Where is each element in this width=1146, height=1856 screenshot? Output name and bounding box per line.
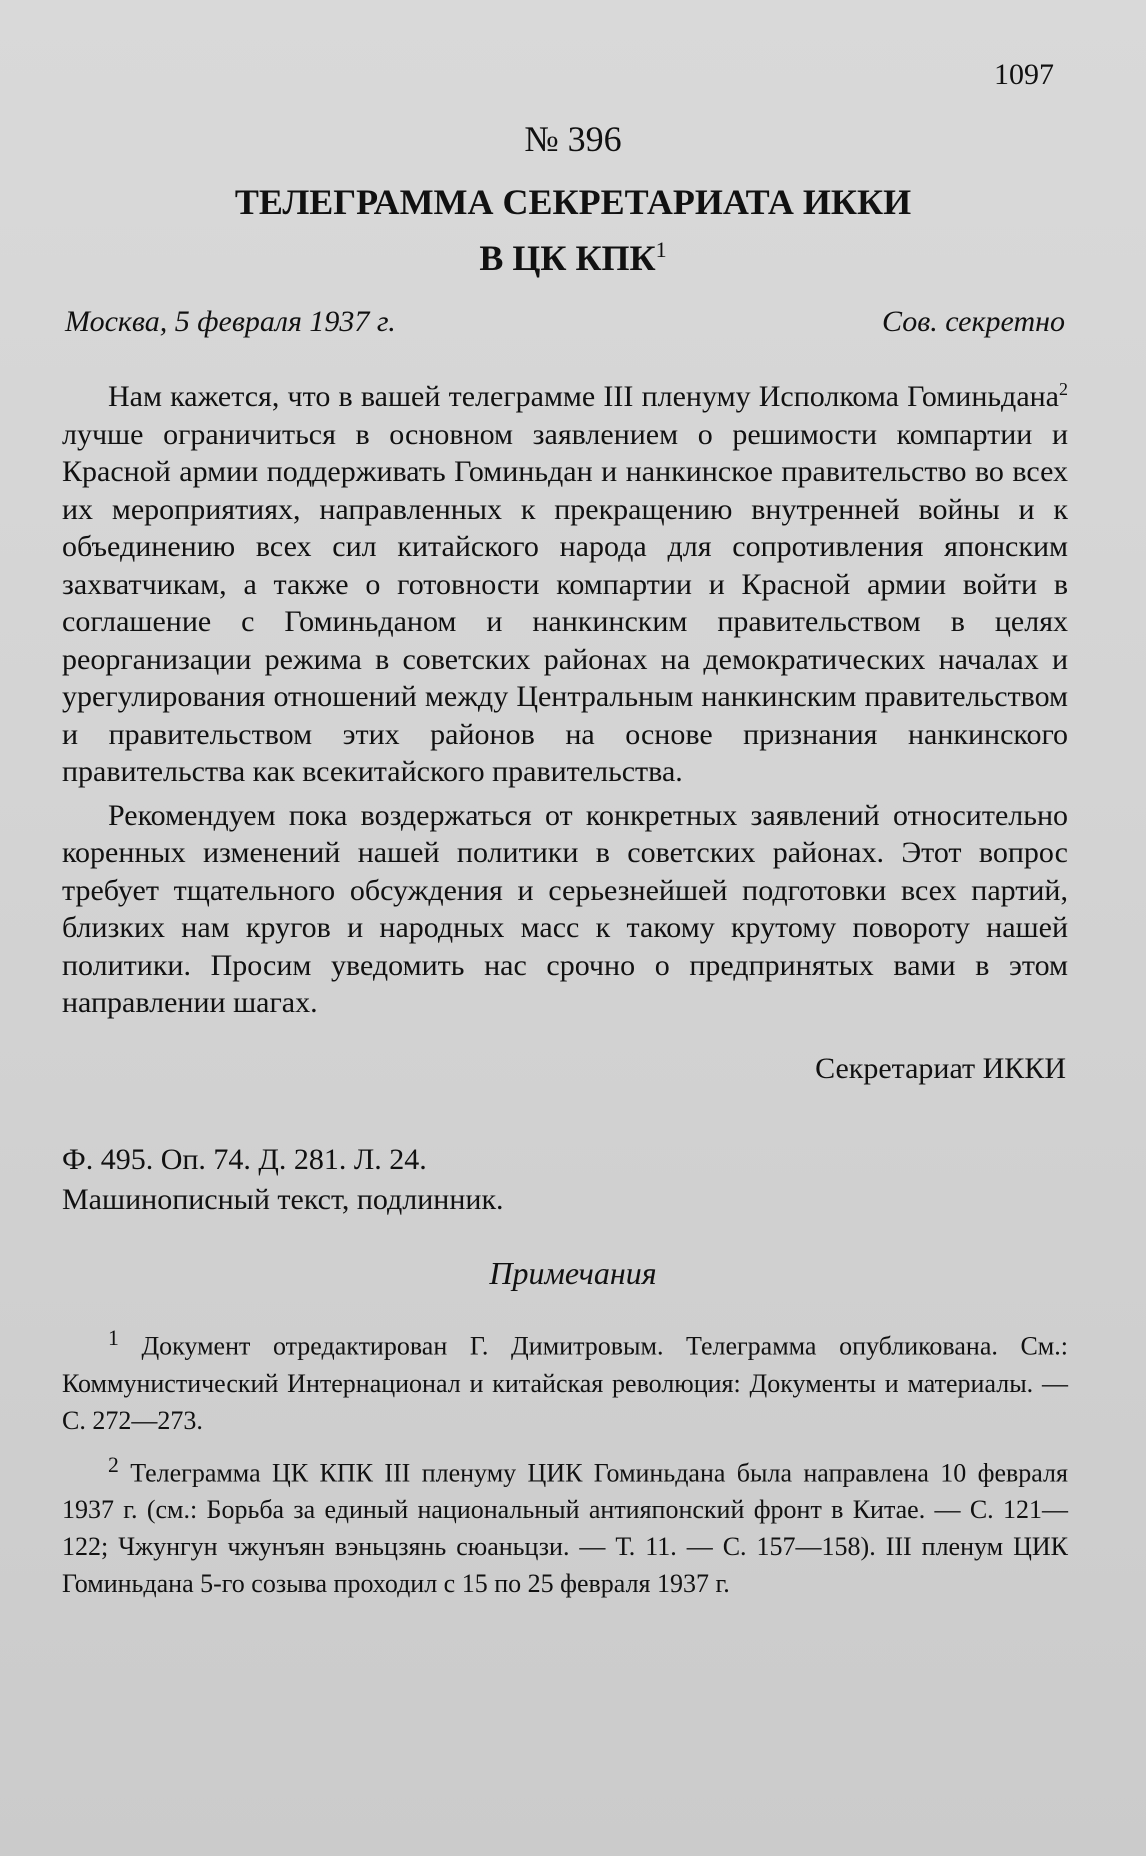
notes-heading: Примечания	[489, 1255, 657, 1291]
note-1-marker: 1	[108, 1326, 119, 1350]
paragraph-1	[62, 378, 1068, 791]
classification-mark: Сов. секретно	[882, 305, 1065, 338]
archive-reference	[62, 1140, 504, 1220]
notes	[62, 1320, 1068, 1602]
page-number: 1097	[994, 58, 1054, 91]
paragraph-1-rest: лучше ограничиться в основном заявлением о решимости компартии и Красной армии поддерживать Гоминьдан и нанкинское правительство во всех их мероприятиях, направленных к прекращению внутренней войны и к объединению всех сил китайского народа для сопротивления японским захватчикам, а также о готовности компартии и Красной армии войти в соглашение с Гоминьданом и нанкинским правительством в целях реорганизации режима в советских районах на демократических началах и урегулирования отношений между Центральным нанкинским правительством и правительством этих районов на основе признания нанкинского правительства как всекитайского правительства.	[62, 417, 1068, 788]
telegram-body	[62, 378, 1068, 1022]
dateline	[65, 305, 1065, 339]
note-2-marker: 2	[108, 1452, 119, 1477]
archive-type: Машинописный текст, подлинник.	[62, 1183, 504, 1216]
signature: Секретариат ИККИ	[815, 1052, 1066, 1085]
place-date: Москва, 5 февраля 1937 г.	[65, 305, 396, 338]
paragraph-2: Рекомендуем пока воздержаться от конкретных заявлений относительно коренных изменений нашей политики в советских районах. Этот вопрос требует тщательного обсуждения и серьезнейшей подготовки всех партий, близких нам кругов и народных масс к такому крутому повороту нашей политики. Просим уведомить нас срочно о предпринятых вами в этом направлении шагах.	[62, 798, 1068, 1019]
note-1-text: Документ отредактирован Г. Димитровым. Телеграмма опубликована. См.: Коммунистический Интернационал и китайская революция: Документы и материалы. — С. 272—273.	[62, 1331, 1068, 1435]
paragraph-1-start: Нам кажется, что в вашей телеграмме III пленуму Исполкома Гоминьдана	[108, 380, 1059, 413]
title-line-2-text: В ЦК КПК	[479, 238, 656, 278]
note-2-text: Телеграмма ЦК КПК III пленуму ЦИК Гоминьдана была направлена 10 февраля 1937 г. (см.: Борьба за единый национальный антияпонский фронт в Китае. — С. 121—122; Чжунгун чжунъян вэньцзянь сюаньцзи. — Т. 11. — С. 157—158). III пленум ЦИК Гоминьдана 5-го созыва проходил с 15 по 25 февраля 1937 г.	[62, 1458, 1068, 1599]
document-title	[0, 178, 1146, 282]
footnote-marker-2: 2	[1059, 379, 1068, 399]
archive-ref: Ф. 495. Оп. 74. Д. 281. Л. 24.	[62, 1143, 427, 1176]
note-2	[62, 1447, 1068, 1603]
note-1	[62, 1320, 1068, 1439]
title-line-1: ТЕЛЕГРАММА СЕКРЕТАРИАТА ИККИ	[234, 182, 912, 222]
document-number: № 396	[524, 119, 622, 159]
title-footnote-marker: 1	[655, 237, 667, 262]
title-line-2	[0, 226, 1146, 282]
